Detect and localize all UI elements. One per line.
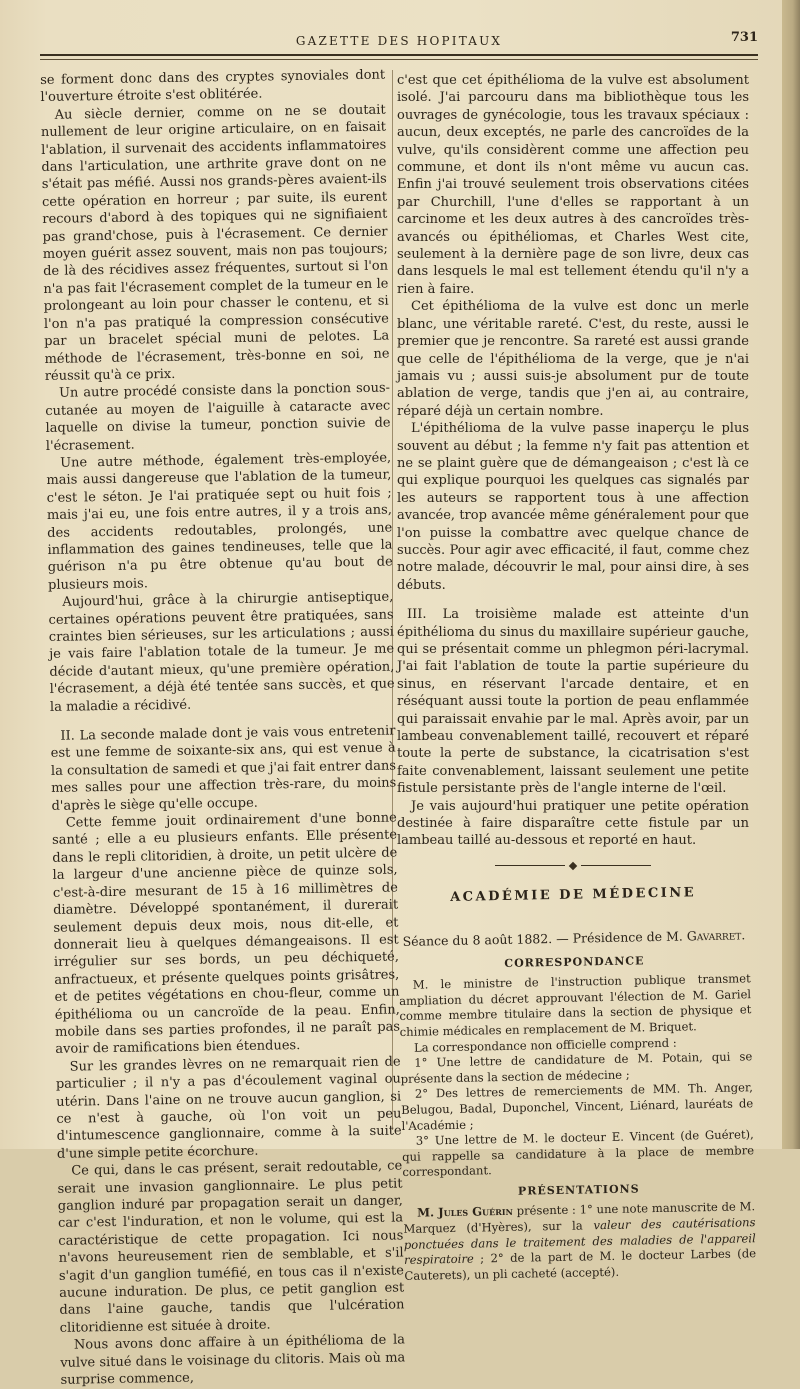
section-paragraph: III. La troisième malade est atteinte d'un épithélioma du sinus du maxillaire supérieur gauche, qui se présentait comme un phlegmon péri-lacrymal. J'ai fait l'ablation de toute la partie supérieure du sinus, en réservant l'arcade dentaire, et en réséquant aussi toute la portion de peau enflammée qui paraissait envahie par le mal. Après avoir, par un lambeau convenablement taillé, recouvert et réparé toute la perte de substance, la cicatrisation s'est faite convenablement, laissant seulement une petite fistule persistante près de l'angle interne de l'œil. [397,607,749,797]
paragraph: c'est que cet épithélioma de la vulve est absolument isolé. J'ai parcouru dans ma bibliothèque tous les ouvrages de gynécologie, tous les travaux spéciaux : aucun, deux exceptés, ne parle des cancroïdes de la vulve, qu'ils considèrent comme une affection peu commune, et dont ils n'ont même vu aucun cas. Enfin j'ai trouvé seulement trois observations citées par Churchill, l'une d'elles se rapportant à un carcinome et les deux autres à des cancroïdes très-avancés ou épithéliomas, et Charles West cite, seulement à la dernière page de son livre, deux cas dans lesquels le mal est tellement étendu qu'il n'y a rien à faire. [397,73,749,297]
paragraph: Un autre procédé consiste dans la ponction sous-cutanée au moyen de l'aiguille à cataracte avec laquelle on divise la tumeur, ponction suivie de l'écrasement. [45,380,391,454]
page-header [40,28,758,68]
header-rule [40,54,758,56]
correspondance-list [399,971,755,1180]
correspondance-heading: CORRESPONDANCE [504,953,645,970]
paragraph: L'épithélioma de la vulve passe inaperçu le plus souvent au début ; la femme n'y fait pas attention et ne se plaint guère que de démangeaison ; c'est là ce qui explique pourquoi les quelques cas signalés par les auteurs se rapportent tous à une affection avancée, trop avancée même généralement pour que l'on puisse la combattre avec quelque chance de succès. Pour agir avec efficacité, il faut, comme chez notre malade, découvrir le mal, pour ainsi dire, à ses débuts. [397,421,749,593]
presentation-text-end: ; 2° de la part de M. le docteur Larbes (de Cauterets), un pli cacheté (accepté). [404,1246,757,1283]
right-column [397,72,757,1284]
paragraph: Je vais aujourd'hui pratiquer une petite opération destinée à faire disparaître cette fistule par un lambeau taillé au-dessous et reporté en haut. [397,798,749,849]
correspondance-item: 2° Des lettres de remerciements de MM. Th. Anger, Belugou, Badal, Duponchel, Vincent, Liénard, lauréats de l'Académie ; [401,1080,754,1133]
session-line [398,927,750,951]
academy-title: ACADÉMIE DE MÉDECINE [449,885,697,905]
correspondance-item: 3° Une lettre de M. le docteur E. Vincent (de Guéret), qui rappelle sa candidature à la place de membre correspondant. [401,1127,755,1180]
paragraph: Sur les grandes lèvres on ne remarquait rien de particulier ; il n'y a pas d'écoulement vaginal ou utérin. Dans l'aine on ne trouve aucun ganglion, si ce n'est à gauche, où l'on voit un peu d'intumescence ganglionnaire, comme à la suite d'une simple petite écorchure. [55,1054,402,1162]
presentation-title: valeur des cautérisations ponctuées dans le traitement des maladies de l'appareil respiratoire [403,1214,756,1267]
left-column [40,67,406,1389]
header-rule-thin [40,59,758,60]
paragraph: Cette femme jouit ordinairement d'une bonne santé ; elle a eu plusieurs enfants. Elle présente dans le repli clitoridien, à droite, un petit ulcère de la largeur d'une ancienne pièce de quinze sols, c'est-à-dire mesurant de 15 à 16 millimètres de diamètre. Développé spontanément, il durerait seulement depuis deux mois, nous dit-elle, et donnerait lieu à quelques démangeaisons. Il est irrégulier sur ses bords, un peu déchiqueté, anfractueux, et présente quelques points grisâtres, et de petites végétations en chou-fleur, comme un épithélioma ou un cancroïde de la peau. Enfin, mobile dans ses parties profondes, il ne paraît pas avoir de ramifications bien étendues. [51,810,401,1058]
ornament-line [495,865,565,866]
correspondance-item: 1° Une lettre de candidature de M. Potain, qui se présente dans la section de médecine ; [400,1049,753,1086]
section-paragraph: II. La seconde malade dont je vais vous entretenir est une femme de soixante-six ans, qui est venue à la consultation de samedi et que j'ai fait entrer dans mes salles pour une affection très-rare, du moins d'après le siège qu'elle occupe. [50,723,397,814]
presentation-speaker: M. Jules Guérin [417,1204,514,1220]
presentation-item [403,1199,756,1284]
ornament-line [581,865,651,866]
presentation-text: présente : 1° une note manuscrite de M. Marquez (d'Hyères), sur la [403,1199,756,1236]
running-title: GAZETTE DES HOPITAUX [295,34,503,48]
presentations-list [403,1199,756,1284]
presentations-heading: PRÉSENTATIONS [517,1182,640,1198]
ornament-diamond [569,862,577,870]
session-president: Gavarret. [686,927,746,944]
correspondance-item: M. le ministre de l'instruction publique transmet ampliation du décret approuvant l'élection de M. Gariel comme membre titulaire dans la section de physique et chimie médicales en remplacement de M. Briquet. [398,971,752,1039]
paragraph: Ce qui, dans le cas présent, serait redoutable, ce serait une invasion ganglionnaire. Le plus petit ganglion induré par propagation serait un danger, car c'est l'induration, et non le volume, qui est la caractéristique de cette propagation. Ici nous n'avons heureusement rien de semblable, et s'il s'agit d'un ganglion tuméfié, en tous cas il n'existe aucune induration. De plus, ce petit ganglion est dans l'aine gauche, tandis que l'ulcération clitoridienne est située à droite. [57,1158,405,1336]
paragraph: Au siècle dernier, comme on ne se doutait nullement de leur origine articulaire, on en faisait l'ablation, il survenait des accidents inflammatoires dans l'articulation, une arthrite grave dont on ne s'était pas méfié. Aussi nos grands-pères avaient-ils cette opération en horreur ; par suite, ils eurent recours d'abord à des topiques qui ne signifiaient pas grand'chose, puis à l'écrasement. Ce dernier moyen guérit assez souvent, mais non pas toujours; de là des récidives assez fréquentes, surtout si l'on n'a pas fait l'écrasement complet de la tumeur en le prolongeant au loin pour chasser le contenu, et si l'on n'a pas pratiqué la compression consécutive par un bracelet spécial muni de pelotes. La méthode de l'écrasement, très-bonne en soi, ne réussit qu'à ce prix. [40,102,390,384]
academy-section [397,883,757,1284]
page-edge [782,0,800,1149]
page-number: 731 [730,30,758,45]
paragraph: se forment donc dans des cryptes synoviales dont l'ouverture étroite s'est oblitérée. [40,67,386,106]
section-ornament [397,862,749,870]
correspondance-item: La correspondance non officielle comprend : [413,1035,677,1055]
paragraph: Aujourd'hui, grâce à la chirurgie antiseptique, certaines opérations peuvent être pratiquées, sans craintes bien sérieuses, sur les articulations ; aussi je vais faire l'ablation totale de la tumeur. Je me décide d'autant mieux, qu'une première opération, l'écrasement, a déjà été tentée sans succès, et que la maladie a récidivé. [48,589,395,715]
session-text: Séance du 8 août 1882. — Présidence de M. [402,928,687,950]
paragraph: Cet épithélioma de la vulve est donc un merle blanc, une véritable rareté. C'est, du reste, aussi le premier que je rencontre. Sa rareté est aussi grande que celle de l'épithélioma de la verge, que je n'ai jamais vu ; aussi suis-je absolument pur de toute ablation de verge, tandis que j'en ai, au contraire, réparé déjà un certain nombre. [397,299,749,419]
paragraph: Nous avons donc affaire à un épithélioma de la vulve situé dans le voisinage du clitoris. Mais où ma surprise commence, [60,1332,406,1388]
paragraph: Une autre méthode, également très-employée, mais aussi dangereuse que l'ablation de la tumeur, c'est le séton. Je l'ai pratiquée sept ou huit fois ; mais j'ai eu, une fois entre autres, il y a trois ans, des accidents redoutables, prolongés, une inflammation des gaines tendineuses, telle que la guérison n'a pu être obtenue qu'au bout de plusieurs mois. [46,450,393,593]
